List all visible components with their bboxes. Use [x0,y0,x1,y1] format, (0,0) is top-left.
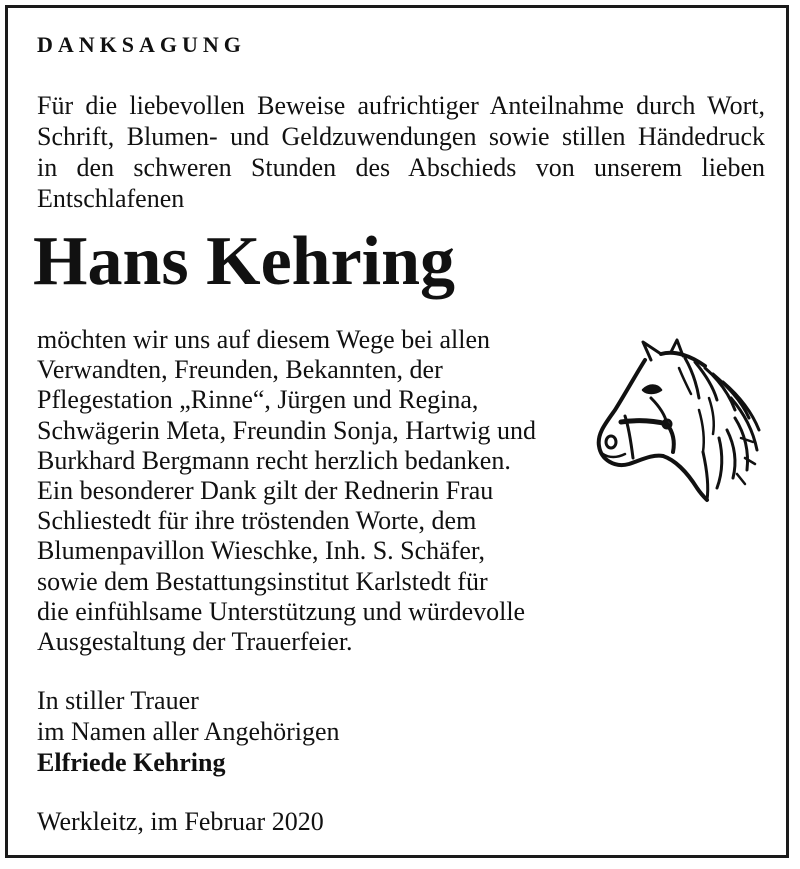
horse-head-icon [595,338,765,503]
thanks-line: Burkhard Bergmann recht herzlich bedanken. [37,445,511,475]
intro-line: in den schweren Stunden des Abschieds von unserem lieben [37,153,765,182]
closing-block [37,685,340,778]
thanks-line: Schwägerin Meta, Freundin Sonja, Hartwig und [37,415,536,445]
intro-line: Für die liebevollen Beweise aufrichtiger Anteilnahme durch Wort, [37,91,765,120]
intro-paragraph [37,90,765,214]
thanks-line: Ein besonderer Dank gilt der Rednerin Frau [37,476,494,506]
thanks-line: Verwandten, Freunden, Bekannten, der [37,355,443,385]
heading: DANKSAGUNG [37,32,246,57]
intro-line: Entschlafenen [37,184,185,213]
thanks-line: Pflegestation „Rinne“, Jürgen und Regina, [37,385,479,415]
thanks-line: Blumenpavillon Wieschke, Inh. S. Schäfer, [37,536,486,566]
thanks-paragraph [37,325,597,657]
deceased-name: Hans Kehring [33,223,456,300]
closing-line: im Namen aller Angehörigen [37,717,340,746]
thanks-line: sowie dem Bestattungsinstitut Karlstedt für [37,566,488,596]
thanks-line: möchten wir uns auf diesem Wege bei allen [37,325,491,354]
signer-name: Elfriede Kehring [37,748,226,777]
closing-line: In stiller Trauer [37,686,199,715]
thanks-line: Ausgestaltung der Trauerfeier. [37,627,353,657]
intro-line: Schrift, Blumen- und Geldzuwendungen sowie stillen Händedruck [37,122,765,151]
place-date: Werkleitz, im Februar 2020 [37,807,324,836]
thanks-line: Schliestedt für ihre tröstenden Worte, dem [37,506,477,536]
thanks-line: die einfühlsame Unterstützung und würdevolle [37,596,526,626]
